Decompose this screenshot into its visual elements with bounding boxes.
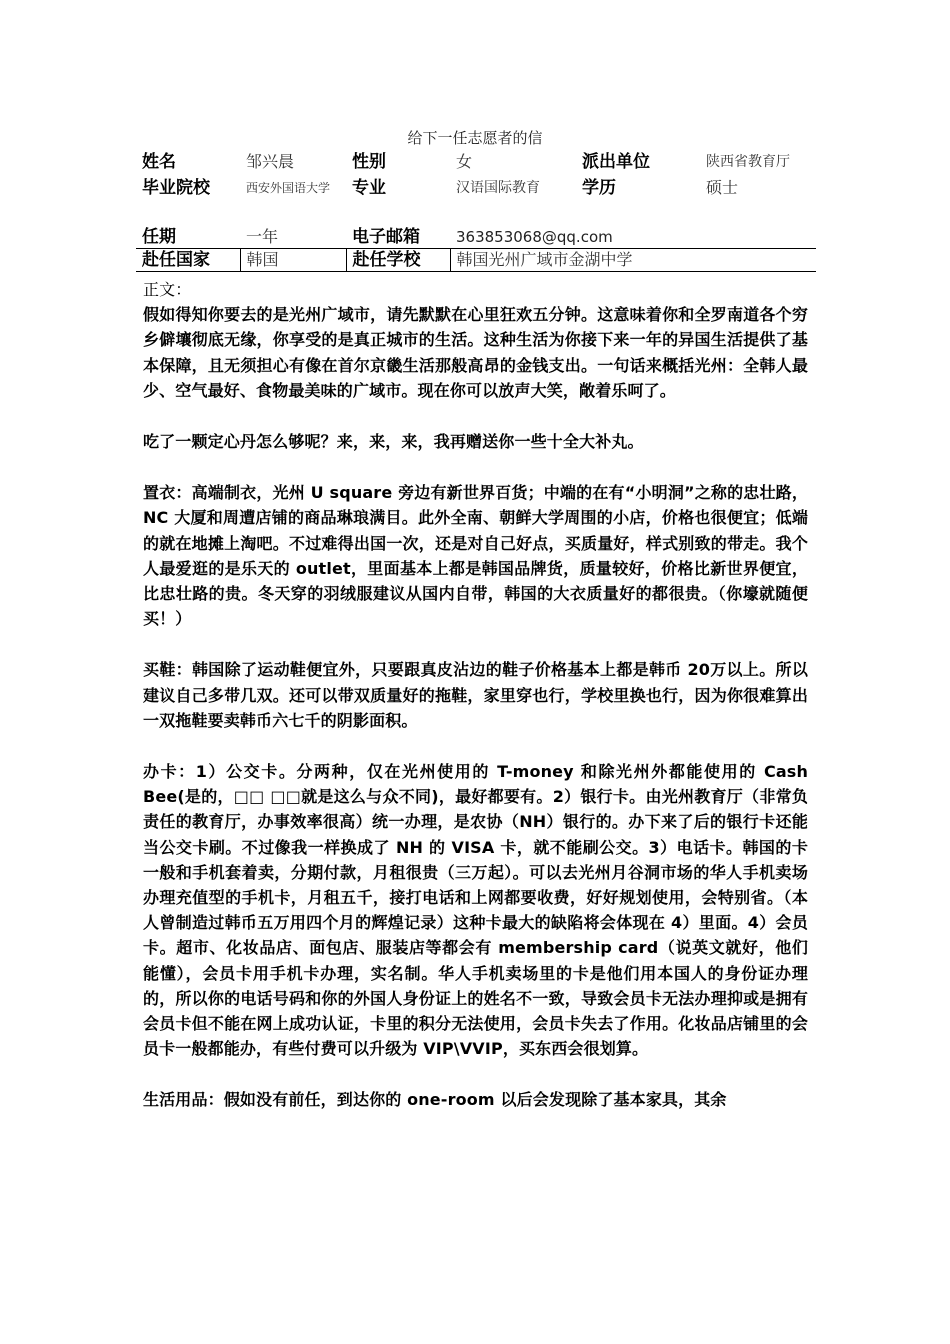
- paragraph-intro: 假如得知你要去的是光州广域市，请先默默在心里狂欢五分钟。这意味着你和全罗南道各个穷乡僻壤彻底无缘，你享受的是真正城市的生活。这种生活为你接下来一年的异国生活提供了基本保障，且无须担心有像在首尔京畿生活那般高昂的金钱支出。一句话来概括光州：全韩人最少、空气最好、食物最美味的广域市。现在你可以放声大笑，敞着乐呵了。: [143, 305, 808, 400]
- volunteer-info-table: [136, 149, 816, 272]
- paragraph-daily-goods: 生活用品：假如没有前任，到达你的 one-room 以后会发现除了基本家具，其余: [143, 1090, 727, 1110]
- post-school-label: 赴任学校: [346, 249, 450, 272]
- letter-body: [143, 277, 808, 1113]
- paragraph-transition: 吃了一颗定心丹怎么够呢？来，来，来，我再赠送你一些十全大补丸。: [143, 432, 644, 452]
- country-value: 韩国: [240, 249, 346, 272]
- body-heading: 正文：: [143, 280, 192, 299]
- info-row: [136, 226, 816, 249]
- paragraph-clothing: 置衣：高端制衣，光州 U square 旁边有新世界百货；中端的在有“小明洞”之称的忠壮路，NC 大厦和周遭店铺的商品琳琅满目。此外全南、朝鲜大学周围的小店，价格也很便宜；低端的就在地摊上淘吧。不过难得出国一次，还是对自己好点，买质量好，样式别致的带走。我个人最爱逛的是乐天的 outlet，里面基本上都是韩国品牌货，质量较好，价格比新世界便宜，比忠壮路的贵。冬天穿的羽绒服建议从国内自带，韩国的大衣质量好的都很贵。（你壕就随便买！）: [143, 483, 808, 629]
- name-label: 姓名: [142, 152, 176, 172]
- gender-value: 女: [456, 152, 473, 171]
- degree-value: 硕士: [706, 178, 739, 197]
- degree-label: 学历: [582, 178, 616, 198]
- school-label: 毕业院校: [142, 178, 210, 198]
- post-school-value: 韩国光州广域市金湖中学: [450, 249, 816, 272]
- paragraph-cards: 办卡：1）公交卡。分两种，仅在光州使用的 T-money 和除光州外都能使用的 Cash Bee(是的，□□ □□就是这么与众不同)，最好都要有。2）银行卡。由光州教育厅（非常负责任的教育厅，办事效率很高）统一办理，是农协（NH）银行的。办下来了后的银行卡还能当公交卡刷。不过像我一样换成了 NH 的 VISA 卡，就不能刷公交。3）电话卡。韩国的卡一般和手机套着卖，分期付款，月租很贵（三万起）。可以去光州月谷洞市场的华人手机卖场办理充值型的手机卡，月租五千，接打电话和上网都要收费，好好规划使用，会特别省。（本人曾制造过韩币五万用四个月的辉煌记录）这种卡最大的缺陷将会体现在 4）里面。4）会员卡。超市、化妆品店、面包店、服装店等都会有 membership card（说英文就好，他们能懂），会员卡用手机卡办理，实名制。华人手机卖场里的卡是他们用本国人的身份证办理的，所以你的电话号码和你的外国人身份证上的姓名不一致，导致会员卡无法办理抑或是拥有会员卡但不能在网上成功认证，卡里的积分无法使用，会员卡失去了作用。化妆品店铺里的会员卡一般都能办，有些付费可以升级为 VIP\VVIP，买东西会很划算。: [143, 762, 808, 1059]
- document-title: 给下一任志愿者的信: [407, 129, 543, 147]
- paragraph-shoes: 买鞋：韩国除了运动鞋便宜外，只要跟真皮沾边的鞋子价格基本上都是韩币 20万以上。所以建议自己多带几双。还可以带双质量好的拖鞋，家里穿也行，学校里换也行，因为你很难算出一双拖鞋要卖韩币六七千的阴影面积。: [143, 660, 808, 730]
- major-value: 汉语国际教育: [456, 180, 540, 196]
- email-label: 电子邮箱: [346, 226, 450, 249]
- info-row: [136, 249, 816, 272]
- dispatch-label: 派出单位: [582, 152, 650, 172]
- dispatch-value: 陕西省教育厅: [706, 154, 790, 170]
- gender-label: 性别: [352, 152, 386, 172]
- school-value: 西安外国语大学: [246, 181, 331, 195]
- email-value: 363853068@qq.com: [450, 226, 816, 249]
- info-row: [136, 175, 816, 226]
- country-label: 赴任国家: [136, 249, 240, 272]
- info-row: [136, 149, 816, 175]
- term-value: 一年: [240, 226, 346, 249]
- major-label: 专业: [352, 178, 386, 198]
- term-label: 任期: [136, 226, 240, 249]
- name-value: 邹兴晨: [246, 152, 295, 171]
